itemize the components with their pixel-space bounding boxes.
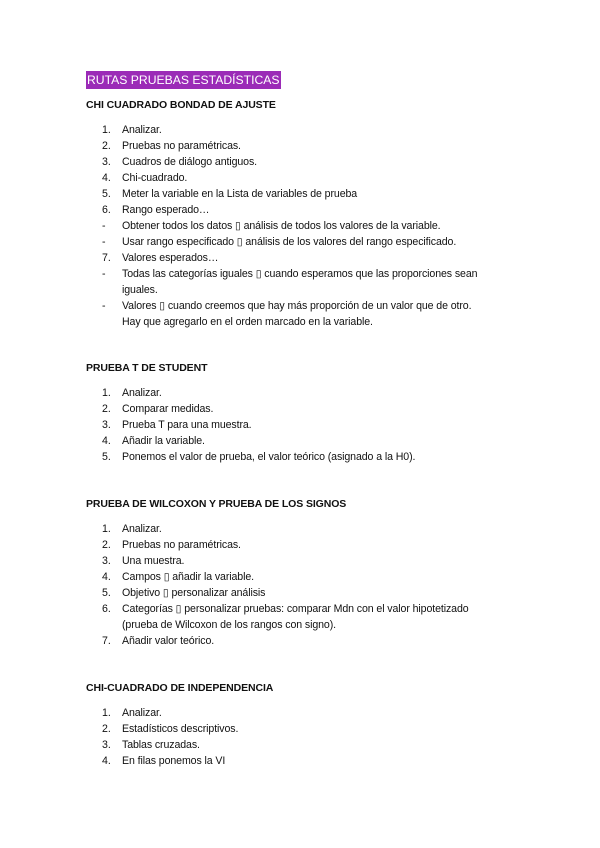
document-title: RUTAS PRUEBAS ESTADÍSTICAS: [87, 73, 280, 87]
list-marker: 5.: [102, 188, 111, 200]
list-item-text: Objetivo ▯ personalizar análisis: [122, 587, 266, 599]
list-item-text: iguales.: [122, 284, 158, 296]
list-marker: 3.: [102, 419, 111, 431]
list-item-text: Una muestra.: [122, 555, 185, 567]
list-marker: -: [102, 268, 106, 280]
list-item-text: En filas ponemos la VI: [122, 755, 226, 767]
list-marker: 7.: [102, 252, 111, 264]
list-item-text: Comparar medidas.: [122, 403, 214, 415]
list-item-text: (prueba de Wilcoxon de los rangos con signo).: [122, 619, 336, 631]
list-marker: 1.: [102, 124, 111, 136]
list-item-text: Valores esperados…: [122, 252, 219, 264]
list-marker: 6.: [102, 204, 111, 216]
list-item-text: Rango esperado…: [122, 204, 210, 216]
list-item-text: Añadir la variable.: [122, 435, 205, 447]
list-item-text: Hay que agregarlo en el orden marcado en la variable.: [122, 316, 373, 328]
list-marker: 6.: [102, 603, 111, 615]
list-item-text: Usar rango especificado ▯ análisis de los valores del rango especificado.: [122, 236, 457, 248]
list-item-text: Estadísticos descriptivos.: [122, 723, 239, 735]
section-heading: PRUEBA DE WILCOXON Y PRUEBA DE LOS SIGNOS: [86, 498, 347, 510]
list-item-text: Todas las categorías iguales ▯ cuando esperamos que las proporciones sean: [122, 268, 478, 280]
list-item-text: Chi-cuadrado.: [122, 172, 188, 184]
list-marker: 2.: [102, 723, 111, 735]
list-marker: 2.: [102, 539, 111, 551]
list-item-text: Meter la variable en la Lista de variables de prueba: [122, 188, 358, 200]
list-item-text: Cuadros de diálogo antiguos.: [122, 156, 258, 168]
list-marker: -: [102, 236, 106, 248]
list-item-text: Campos ▯ añadir la variable.: [122, 571, 254, 583]
list-marker: -: [102, 300, 106, 312]
list-item-text: Prueba T para una muestra.: [122, 419, 252, 431]
list-marker: 2.: [102, 140, 111, 152]
list-marker: 3.: [102, 739, 111, 751]
list-marker: 5.: [102, 587, 111, 599]
list-marker: -: [102, 220, 106, 232]
list-item-text: Ponemos el valor de prueba, el valor teórico (asignado a la H0).: [122, 451, 416, 463]
section-heading: PRUEBA T DE STUDENT: [86, 362, 208, 374]
list-marker: 4.: [102, 571, 111, 583]
list-marker: 1.: [102, 707, 111, 719]
list-item-text: Tablas cruzadas.: [122, 739, 200, 751]
list-item-text: Categorías ▯ personalizar pruebas: comparar Mdn con el valor hipotetizado: [122, 603, 469, 615]
list-item-text: Analizar.: [122, 387, 162, 399]
list-marker: 7.: [102, 635, 111, 647]
list-item-text: Pruebas no paramétricas.: [122, 140, 241, 152]
list-marker: 4.: [102, 755, 111, 767]
list-item-text: Obtener todos los datos ▯ análisis de todos los valores de la variable.: [122, 220, 441, 232]
list-item-text: Analizar.: [122, 523, 162, 535]
list-item-text: Pruebas no paramétricas.: [122, 539, 241, 551]
list-marker: 4.: [102, 435, 111, 447]
list-marker: 1.: [102, 387, 111, 399]
list-marker: 2.: [102, 403, 111, 415]
list-item-text: Analizar.: [122, 124, 162, 136]
list-marker: 3.: [102, 555, 111, 567]
list-marker: 4.: [102, 172, 111, 184]
list-marker: 1.: [102, 523, 111, 535]
list-marker: 5.: [102, 451, 111, 463]
section-heading: CHI-CUADRADO DE INDEPENDENCIA: [86, 682, 274, 694]
list-marker: 3.: [102, 156, 111, 168]
section-heading: CHI CUADRADO BONDAD DE AJUSTE: [86, 99, 276, 111]
list-item-text: Añadir valor teórico.: [122, 635, 215, 647]
list-item-text: Valores ▯ cuando creemos que hay más proporción de un valor que de otro.: [122, 300, 472, 312]
list-item-text: Analizar.: [122, 707, 162, 719]
